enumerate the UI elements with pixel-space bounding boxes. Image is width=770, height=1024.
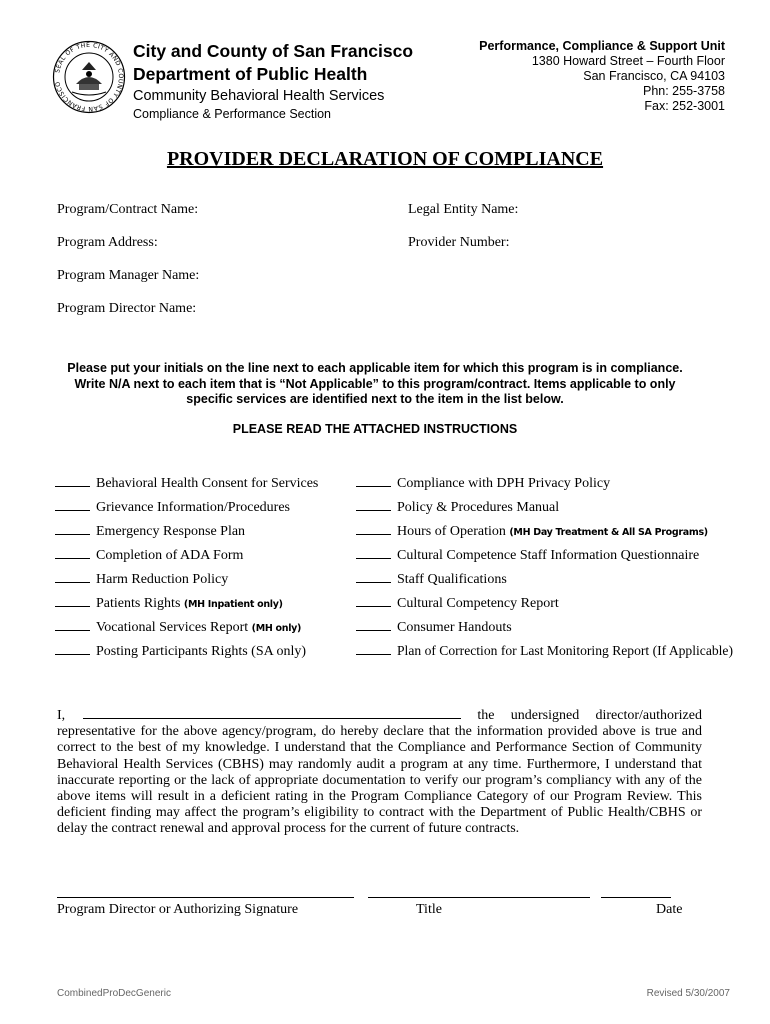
checklist-item-label: Staff Qualifications [397,572,507,587]
checklist-item [55,474,318,492]
checklist-item-label: Emergency Response Plan [96,524,246,539]
signature-line[interactable] [57,897,354,898]
read-attached-instructions: PLEASE READ THE ATTACHED INSTRUCTIONS [232,422,518,436]
program-manager-name-label: Program Manager Name: [57,268,200,283]
initials-blank[interactable] [55,570,90,583]
address-line-2: San Francisco, CA 94103 [583,69,725,83]
checklist-item-label: Vocational Services Report [96,620,249,635]
footer-revision-date: Revised 5/30/2007 [646,988,730,999]
initials-blank[interactable] [356,642,391,655]
declaration-word-undersigned: undersigned [510,708,580,723]
checklist-item [55,642,306,660]
city-seal-icon [52,40,126,114]
declaration-i: I, [57,708,66,723]
checklist-item-note: (MH Day Treatment & All SA Programs) [509,527,708,538]
program-director-name-label: Program Director Name: [57,301,197,316]
checklist-item-label: Policy & Procedures Manual [397,500,560,515]
checklist-item [356,570,507,588]
legal-entity-name-label: Legal Entity Name: [408,202,519,217]
checklist-item-label: Patients Rights [96,596,181,611]
unit-name: Performance, Compliance & Support Unit [479,39,725,53]
provider-number-label: Provider Number: [408,235,510,250]
date-line[interactable] [601,897,671,898]
checklist-item-label: Cultural Competency Report [397,596,559,611]
initials-blank[interactable] [55,474,90,487]
unit-contact-block [479,39,725,114]
checklist-item [356,594,559,612]
checklist-item-label: Plan of Correction for Last Monitoring Report (If Applicable) [397,643,733,658]
footer-document-id: CombinedProDecGeneric [57,988,171,999]
initials-blank[interactable] [55,522,90,535]
title-line[interactable] [368,897,590,898]
instructions-line-1: Please put your initials on the line next to each applicable item for which this program is in compliance. [67,361,683,375]
initials-blank[interactable] [356,570,391,583]
checklist-item [356,522,708,540]
declaration-word-the: the [477,708,495,723]
document-title-text: PROVIDER DECLARATION OF COMPLIANCE [166,148,604,170]
initials-blank[interactable] [356,594,391,607]
program-address-label: Program Address: [57,235,158,250]
instructions-line-2: Write N/A next to each item that is “Not Applicable” to this program/contract. Items applicable to only [74,377,676,391]
checklist-item-note: (MH only) [251,623,302,634]
checklist-item [55,570,228,588]
section-name: Compliance & Performance Section [133,107,332,121]
checklist-item [55,498,290,516]
initials-blank[interactable] [55,618,90,631]
checklist-item [356,618,512,636]
checklist-item-label: Posting Participants Rights (SA only) [96,644,307,659]
checklist-item-label: Behavioral Health Consent for Services [96,476,319,491]
declaration-body: representative for the above agency/program, do hereby declare that the information provided above is true and correct to the best of my knowledge. I understand that the Compliance and Performance Section of Community Behavioral Health Services (CBHS) may randomly audit a program at any time. Furthermore, I understand that inaccurate reporting or the lack of appropriate documentation to verify our program’s compliancy with any of the above items will result in a deficient rating in the Program Compliance Category of our Program Review. This deficient finding may affect the program’s eligibility to contract with the Department of Public Health/CBHS or delay the contract renewal and approval process for the current of future contracts. [57,724,702,837]
checklist-item [356,642,733,659]
checklist-item [55,618,301,636]
checklist-item [356,498,559,516]
checklist-item-label: Hours of Operation [397,524,506,539]
checklist-item [356,546,699,564]
program-contract-name-label: Program/Contract Name: [57,202,199,217]
address-line-1: 1380 Howard Street – Fourth Floor [531,54,725,68]
initials-blank[interactable] [55,498,90,511]
checklist-item-label: Grievance Information/Procedures [96,500,290,515]
declaration-paragraph [57,704,702,838]
declarant-name-line[interactable] [83,704,461,719]
checklist-item [356,474,610,492]
checklist-item-label: Compliance with DPH Privacy Policy [397,476,611,491]
checklist-item [55,594,283,612]
initials-blank[interactable] [356,474,391,487]
initials-blank[interactable] [55,594,90,607]
declaration-first-line [57,704,702,724]
department-name: Department of Public Health [133,64,368,84]
initials-blank[interactable] [356,522,391,535]
initials-blank[interactable] [55,546,90,559]
declaration-word-director: director/authorized [595,708,702,723]
signature-label: Program Director or Authorizing Signature [57,902,299,917]
phone-number: Phn: 255-3758 [642,84,725,98]
checklist-item [55,522,245,540]
initials-blank[interactable] [55,642,90,655]
checklist-item-label: Completion of ADA Form [96,548,244,563]
initials-blank[interactable] [356,498,391,511]
fax-number: Fax: 252-3001 [644,99,725,113]
title-label: Title [416,902,442,917]
checklist-item-label: Cultural Competence Staff Information Questionnaire [397,548,700,563]
checklist-item-label: Consumer Handouts [397,620,512,635]
organization-block [133,40,413,123]
org-name: City and County of San Francisco [133,41,414,61]
initials-blank[interactable] [356,546,391,559]
checklist-item [55,546,243,564]
seal-text: SEAL OF THE CITY AND COUNTY OF SAN FRANCISCO [54,41,125,113]
instructions-line-3: specific services are identified next to the item in the list below. [186,392,564,406]
checklist-item-note: (MH Inpatient only) [183,599,283,610]
division-name: Community Behavioral Health Services [133,88,385,104]
document-title [0,148,770,171]
checklist-item-label: Harm Reduction Policy [96,572,229,587]
date-label: Date [656,902,683,917]
initials-blank[interactable] [356,618,391,631]
